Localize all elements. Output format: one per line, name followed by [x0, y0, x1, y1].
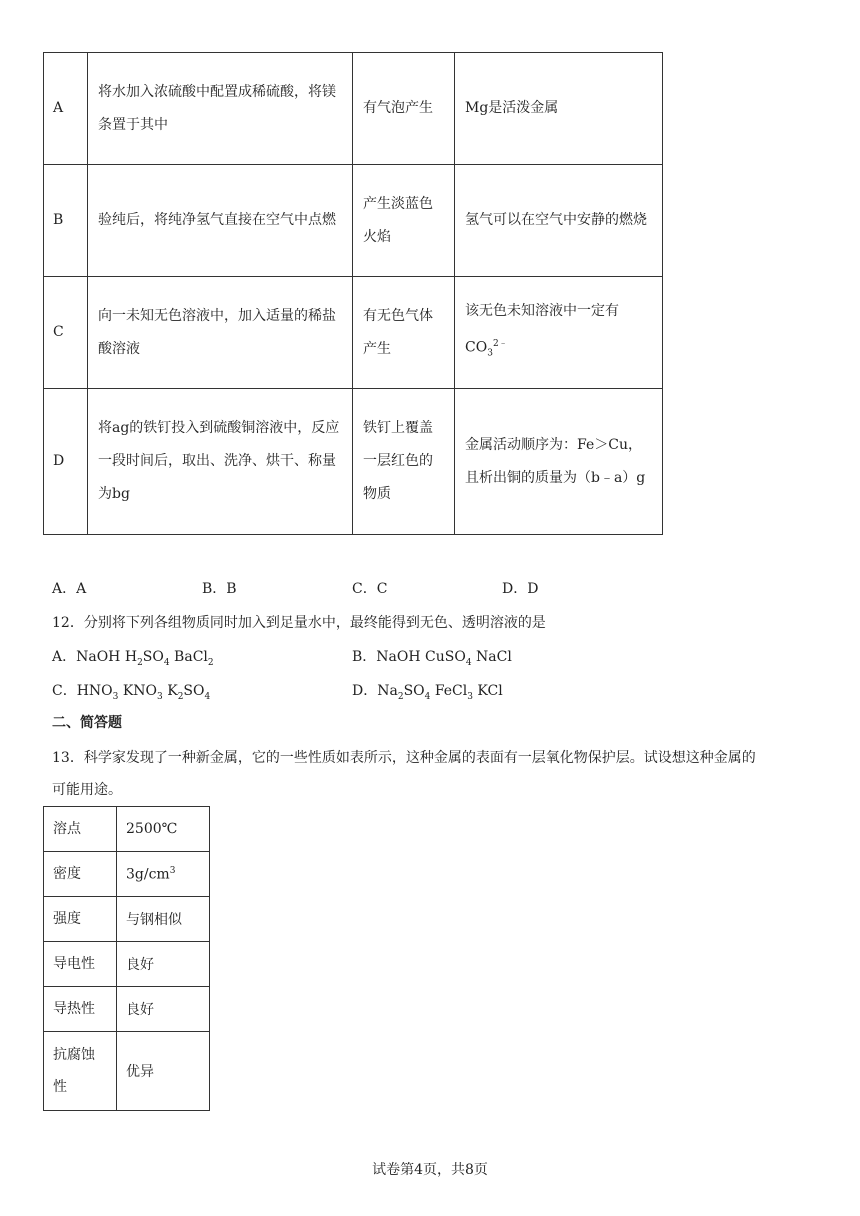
table-row — [44, 1032, 210, 1111]
subscript: 2 — [397, 691, 404, 702]
phenomenon-cell: 产生淡蓝色火焰 — [353, 165, 455, 277]
q11-choice-a: A．A — [52, 581, 87, 597]
property-value — [117, 852, 210, 897]
formula-text: FeCl — [430, 683, 468, 699]
formula-text: KCl — [472, 683, 503, 699]
property-value: 良好 — [117, 987, 210, 1032]
formula-text: SO — [183, 683, 205, 699]
formula-text: B．NaOH CuSO — [352, 649, 466, 665]
table-row — [44, 897, 210, 942]
phenomenon-cell: 有无色气体产生 — [353, 277, 455, 389]
option-label: B — [44, 165, 88, 277]
q11-choice-b: B．B — [202, 581, 237, 597]
property-value: 优异 — [117, 1032, 210, 1111]
property-name: 溶点 — [44, 807, 117, 852]
q12-choice-a — [52, 646, 214, 668]
property-value: 2500℃ — [117, 807, 210, 852]
property-value: 与钢相似 — [117, 897, 210, 942]
formula-text: A．NaOH H — [52, 649, 138, 665]
table-row — [44, 942, 210, 987]
formula-text: NaCl — [471, 649, 512, 665]
q13-stem-line2: 可能用途。 — [52, 782, 122, 798]
subscript: 2 — [177, 691, 184, 702]
experiment-table — [43, 52, 663, 535]
conclusion-cell: Mg是活泼金属 — [455, 53, 663, 165]
option-label: A — [44, 53, 88, 165]
property-name: 密度 — [44, 852, 117, 897]
phenomenon-cell: 铁钉上覆盖一层红色的物质 — [353, 389, 455, 535]
table-row — [44, 165, 663, 277]
formula-text: C．HNO — [52, 683, 113, 699]
property-name: 强度 — [44, 897, 117, 942]
subscript: 4 — [424, 691, 431, 702]
subscript: 2 — [137, 657, 143, 668]
operation-cell: 将水加入浓硫酸中配置成稀硫酸，将镁条置于其中 — [88, 53, 353, 165]
subscript: 2 — [207, 657, 214, 668]
superscript: 3 — [169, 865, 176, 876]
conclusion-text: 该无色未知溶液中一定有CO — [465, 302, 619, 356]
q11-choice-d: D．D — [502, 581, 539, 597]
phenomenon-cell: 有气泡产生 — [353, 53, 455, 165]
subscript: 3 — [157, 691, 163, 702]
superscript: 2﹣ — [492, 338, 508, 349]
table-row — [44, 852, 210, 897]
q12-choice-b — [352, 646, 512, 668]
table-row — [44, 389, 663, 535]
subscript: 4 — [465, 657, 472, 668]
section-heading: 二、简答题 — [52, 715, 122, 731]
page-footer: 试卷第4页，共8页 — [372, 1162, 488, 1178]
subscript: 4 — [163, 657, 170, 668]
table-row — [44, 807, 210, 852]
conclusion-cell — [455, 277, 663, 389]
operation-cell: 验纯后，将纯净氢气直接在空气中点燃 — [88, 165, 353, 277]
q12-choice-d — [352, 680, 503, 702]
q11-choice-c: C．C — [352, 581, 388, 597]
conclusion-cell: 金属活动顺序为：Fe＞Cu，且析出铜的质量为（b﹣a）g — [455, 389, 663, 535]
formula-text: BaCl — [169, 649, 208, 665]
option-label: D — [44, 389, 88, 535]
table-row — [44, 987, 210, 1032]
conclusion-cell: 氢气可以在空气中安静的燃烧 — [455, 165, 663, 277]
q12-choice-c — [52, 680, 210, 702]
formula-text: SO — [403, 683, 425, 699]
formula-text: K — [162, 683, 178, 699]
property-value: 良好 — [117, 942, 210, 987]
property-name: 导电性 — [44, 942, 117, 987]
property-name: 导热性 — [44, 987, 117, 1032]
subscript: 3 — [487, 348, 493, 359]
formula-text: D．Na — [352, 683, 398, 699]
q12-stem: 12．分别将下列各组物质同时加入到足量水中，最终能得到无色、透明溶液的是 — [52, 615, 546, 631]
table-row — [44, 53, 663, 165]
formula-text: SO — [142, 649, 164, 665]
subscript: 4 — [204, 691, 211, 702]
formula-text: KNO — [118, 683, 158, 699]
operation-cell: 将ag的铁钉投入到硫酸铜溶液中，反应一段时间后，取出、洗净、烘干、称量为bg — [88, 389, 353, 535]
table-row — [44, 277, 663, 389]
property-name: 抗腐蚀性 — [44, 1032, 117, 1111]
subscript: 3 — [467, 691, 473, 702]
subscript: 3 — [112, 691, 119, 702]
q13-stem-line1: 13．科学家发现了一种新金属，它的一些性质如表所示，这种金属的表面有一层氧化物保护层。试设想这种金属的 — [52, 750, 756, 766]
properties-table — [43, 806, 210, 1111]
property-value-text: 3g/cm — [126, 866, 170, 883]
option-label: C — [44, 277, 88, 389]
operation-cell: 向一未知无色溶液中，加入适量的稀盐酸溶液 — [88, 277, 353, 389]
